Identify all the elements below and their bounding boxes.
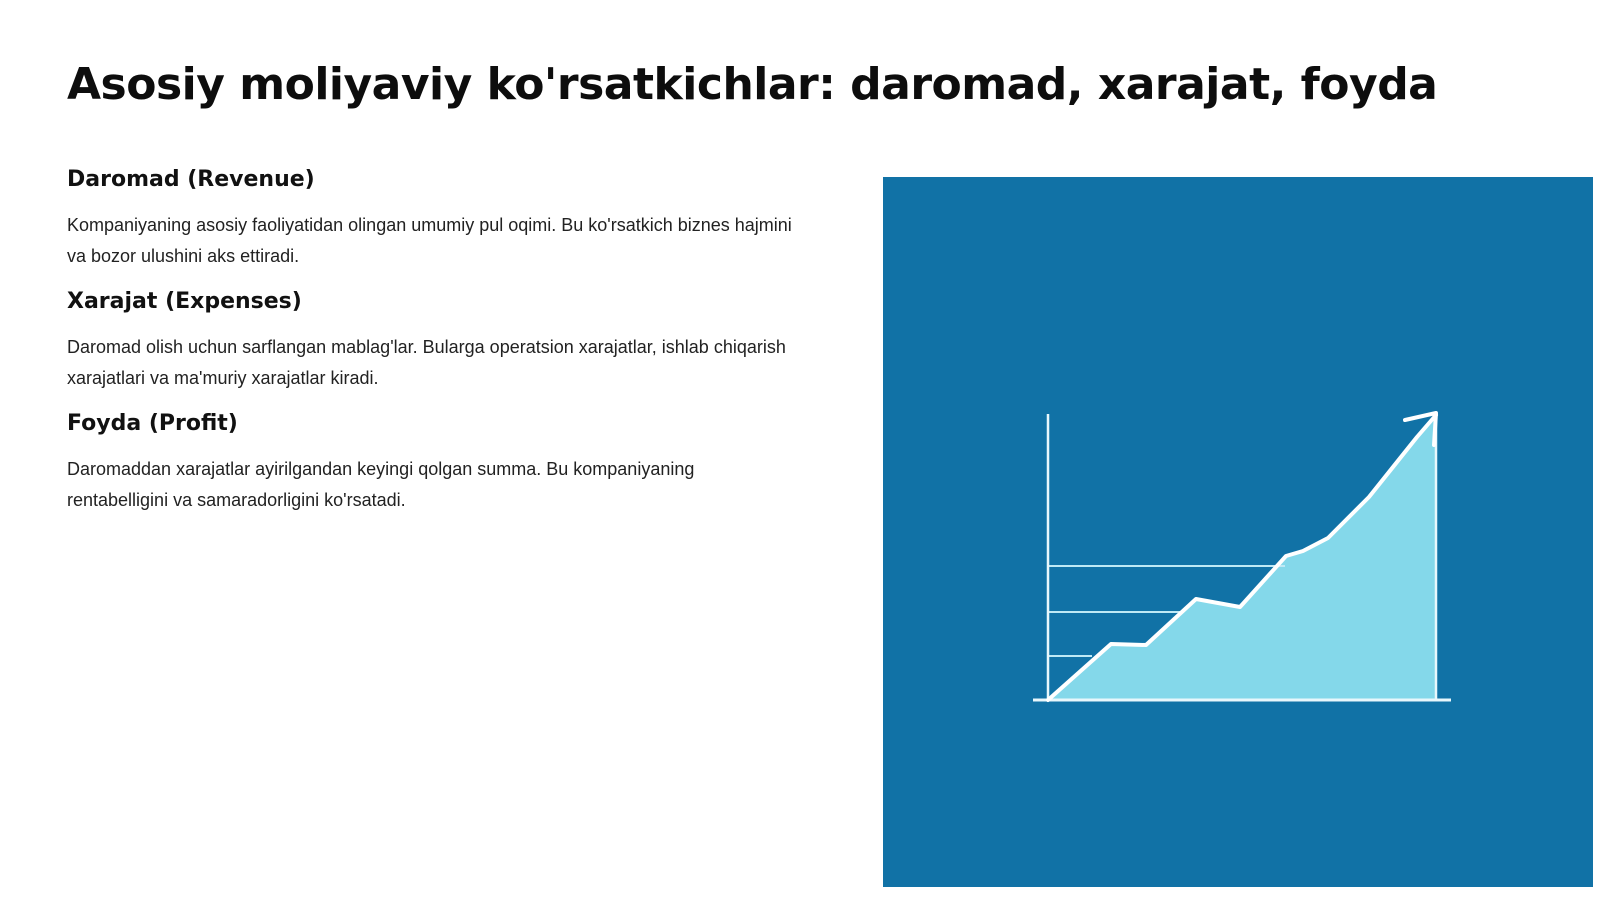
section-expenses [67, 282, 797, 394]
content-sections [67, 160, 797, 526]
growth-chart-svg [883, 177, 1593, 887]
section-revenue [67, 160, 797, 272]
section-heading-expenses: Xarajat (Expenses) [67, 289, 302, 314]
section-text-revenue: Kompaniyaning asosiy faoliyatidan olingan umumiy pul oqimi. Bu ko'rsatkich biznes hajmini va bozor ulushini aks ettiradi. [67, 215, 792, 266]
page-title: Asosiy moliyaviy ko'rsatkichlar: daromad, xarajat, foyda [67, 59, 1438, 110]
section-text-profit: Daromaddan xarajatlar ayirilgandan keyingi qolgan summa. Bu kompaniyaning rentabelligini va samaradorligini ko'rsatadi. [67, 459, 695, 510]
section-text-expenses: Daromad olish uchun sarflangan mablag'lar. Bularga operatsion xarajatlar, ishlab chiqarish xarajatlari va ma'muriy xarajatlar kiradi. [67, 337, 786, 388]
section-heading-profit: Foyda (Profit) [67, 411, 238, 436]
growth-chart-illustration [883, 177, 1593, 887]
section-profit [67, 404, 797, 516]
growth-area [1048, 415, 1436, 700]
section-heading-revenue: Daromad (Revenue) [67, 167, 315, 192]
